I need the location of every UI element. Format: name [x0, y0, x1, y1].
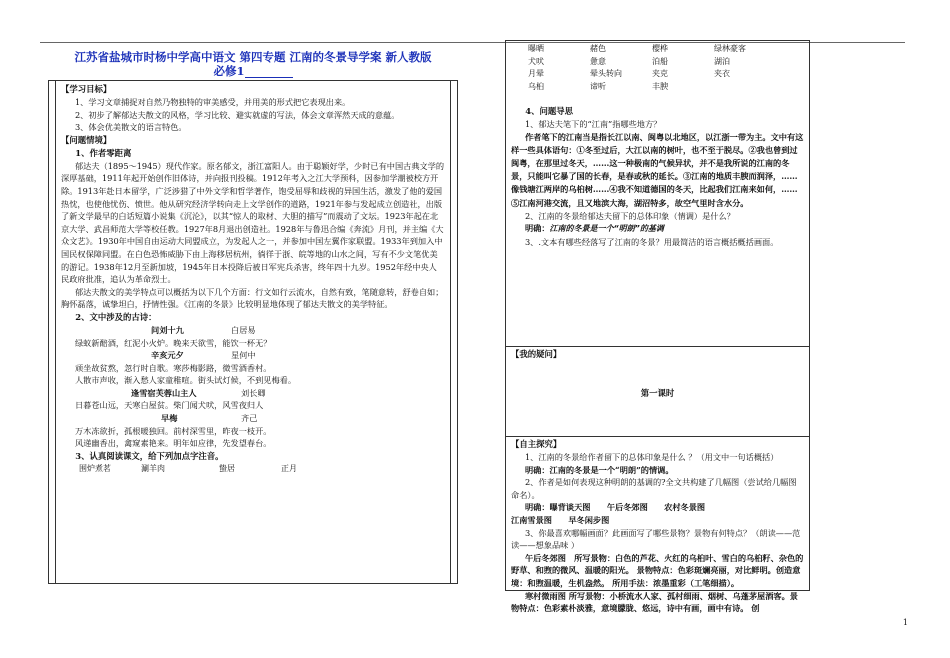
- vocab-row: [528, 43, 784, 56]
- vocab-word: 泊船: [652, 56, 668, 66]
- poem-line: 绿蚁新醅酒，红泥小火炉。晚来天欲雪，能饮一杯无？: [74, 337, 272, 348]
- author-paragraph: 郁达夫（1895～1945）现代作家。原名郁文，浙江富阳人。由于聪颖好学，少时已有中国古典文学的深厚基础，1911年起开始创作旧体诗，并向报刊投稿。1912年考入之江大学预科，因参加学潮被校方开除。1913年赴日本留学，广泛涉猎了中外文学和哲学著作，饱受屈辱和歧视的异国生活，激发了他的爱国热忱，也使他忧伤、愤世。他从研究经济学转向走上文学创作的道路，1921年参与发起成立创造社，出版了新文学最早的白话短篇小说集《沉沦》，以其“惊人的取材、大胆的描写”而震动了文坛。1923年起在北京大学、武昌师范大学等校任教。1927年8月退出创造社。1928年与鲁迅合编《奔流》月刊，并主编《大众文艺》。1930年中国自由运动大同盟成立，为发起人之一，并参加中国左翼作家联盟。1933年到加入中国民权保障同盟。在白色恐怖威胁下由上海移居杭州，徜徉于浙、皖等地的山水之间，写有不少文笔优美的游记。1938年12月至新加坡，1945年日本投降后被日军宪兵杀害，终年四十九岁。1952年经中央人民政府批准，追认为革命烈士。: [61, 160, 445, 285]
- poem-line: 万木冻欲折，孤根暖独回。前村深雪里，昨夜一枝开。: [74, 425, 272, 436]
- poem-line: 日暮苍山远，天寒白屋贫。柴门闻犬吠，风雪夜归人: [74, 400, 264, 411]
- author-paragraph: 郁达夫散文的美学特点可以概括为以下几个方面：行文如行云流水，自然有致，笔随意转，舒卷自如；胸怀磊落，诚挚坦白，抒情性强。《江南的冬景》比较明显地体现了郁达夫散文的美学特征。: [61, 286, 444, 310]
- answer-text: 明确：曝背谈天图 午后冬郊图 农村冬景图: [524, 502, 706, 513]
- question-text: 1、江南的冬景给作者留下的总体印象是什么 ？（用文中一句话概括）: [524, 452, 779, 462]
- vocab-word: 月晕: [528, 69, 544, 78]
- poem-title: 辛亥元夕 星何中: [151, 350, 256, 361]
- poem-line: 顽坐故贫熬，忽行时自歌。寒莎梅影路，微雪酒香村。: [74, 362, 272, 373]
- answer-text: 明确：江南的冬景是一个“明朗”的情调。: [524, 464, 674, 475]
- section-divider: [506, 346, 809, 347]
- title-line-2: 必修1: [48, 64, 458, 78]
- answer-text: 江南雪景图 早冬闲步图: [511, 514, 610, 525]
- vocab-word: 赭色: [590, 44, 606, 53]
- vocab-word: 樱桦: [652, 44, 668, 53]
- poem-title: 早梅 齐己: [161, 413, 258, 424]
- goal-item: 2、初步了解郁达夫散文的风格，学习比较、避实就虚的写法，体会文章浑然天成的意蕴。: [74, 109, 400, 120]
- vocab-word: 谛听: [590, 81, 606, 91]
- question-text: 1、郁达夫笔下的“江南”指哪些地方？: [524, 119, 662, 129]
- pinyin-word: 正月: [281, 463, 297, 473]
- pinyin-heading: 3、认真阅读课文，给下列加点字注音。: [75, 450, 224, 461]
- vocab-word: 夹衣: [714, 69, 730, 78]
- doubt-heading: 【我的疑问】: [511, 349, 562, 359]
- pinyin-word: 围炉煮茗: [79, 463, 111, 473]
- vocab-word: 惫意: [590, 56, 606, 66]
- answer-text: 作者笔下的江南当是指长江以南、闽粤以北地区，以江浙一带为主。文中有这样一些具体语句：①冬至过后，大江以南的树叶，也不至于脱尽。②我也曾到过闽粤，在那里过冬天，……这一种极南的气候异状，并不是我所说的江南的冬景，只能叫它暴了国的长春，是春或秋的延长。③江南的地质丰腴而润泽，……像钱塘江两岸的乌桕树……④我不知道德国的冬天，比起我们江南来如何，……⑤江南河港交流，且又地滨大海，湖沼特多，故空气里时含水分。: [511, 131, 804, 208]
- answer-text: 明确：江南的冬景是一个“明朗”的基调: [524, 223, 664, 234]
- poem-line: 风递幽香出，禽窥素艳来。明年如应律，先发望春台。: [74, 438, 272, 449]
- vocab-word: 曝晒: [528, 44, 544, 53]
- poem-title: 逢雪宿芙蓉山主人 刘长卿: [131, 387, 266, 398]
- question-text: 3、.文本有哪些经落写了江南的冬景？用最简洁的语言概括概括画面。: [524, 237, 779, 247]
- vocab-word: 丰腴: [652, 81, 668, 91]
- left-content-box: [48, 80, 458, 584]
- title-underline: [245, 66, 293, 78]
- question-text: 2、作者是如何表现这种明朗的基调的?全文共构建了几幅图（尝试给几幅图命名）。: [511, 477, 797, 500]
- poem-title: 问刘十九 白居易: [151, 324, 256, 335]
- vocab-word: 乌桕: [528, 81, 544, 91]
- guide-heading: 4、问题导思: [525, 106, 573, 116]
- poem-line: 人散市声收，渐入愁人家童稚喧。街头试灯候，不到见梅看。: [74, 375, 297, 386]
- explore-heading: 【自主探究】: [511, 439, 562, 449]
- goals-heading: 【学习目标】: [61, 84, 112, 94]
- pinyin-word-row: [61, 463, 445, 476]
- vocab-row: [528, 81, 784, 94]
- vocab-word: 夹克: [652, 69, 668, 78]
- pinyin-word: 涮羊肉: [141, 463, 165, 473]
- answer-text: 寒村微雨图 所写景物：小桥流水人家、孤村细雨、烟树、乌蓬茅屋酒客。景物特点：色彩素朴淡雅，意境朦胧、悠远，诗中有画，画中有诗。 创: [511, 590, 798, 614]
- question-text: 2、江南的冬景给郁达夫留下的总体印象（情调）是什么？: [524, 210, 735, 221]
- author-heading: 1、作者零距离: [75, 147, 132, 158]
- lesson-heading: 第一课时: [640, 388, 675, 398]
- vocab-word: 绿林豪客: [714, 44, 746, 53]
- vocab-row: [528, 56, 784, 69]
- page-number: 1: [902, 618, 908, 627]
- vocab-grid: [528, 43, 784, 93]
- question-text: 3、你最喜欢哪幅画面？此画面写了哪些景物？景物有何特点？（朗读——范读——想象品味 ）: [511, 527, 801, 551]
- explore-section: [506, 403, 809, 614]
- pinyin-word: 蛰居: [219, 463, 235, 473]
- vocab-row: [528, 68, 784, 81]
- goal-item: 3、体会优美散文的语言特色。: [74, 122, 187, 133]
- goal-item: 1、学习文章捕捉对自然乃物独特的审美感受，并用美的形式把它表现出来。: [74, 97, 351, 107]
- left-content-inner: [55, 81, 451, 583]
- right-content-box: [505, 40, 810, 614]
- vocab-word: 犬吠: [528, 56, 544, 66]
- document-title: [48, 50, 458, 78]
- vocab-word: 晕头转向: [590, 69, 622, 78]
- title-line-1: 江苏省盐城市时杨中学高中语文 第四专题 江南的冬景导学案 新人教版: [74, 50, 432, 64]
- poems-heading: 2、文中涉及的古诗：: [75, 311, 157, 322]
- answer-text: 午后冬郊图 所写景物：白色的芦花、火红的乌桕叶、雪白的乌桕籽、杂色的野草、和煦的微风、温暖的阳光。 景物特点：色彩斑斓亮丽，对比鲜明。创造意境：和煦温暖，生机盎然。 所用手法：浓墨重彩（工笔细描）。: [511, 552, 804, 588]
- vocab-word: 湖泊: [714, 56, 730, 66]
- situation-heading: 【问题情境】: [61, 134, 112, 145]
